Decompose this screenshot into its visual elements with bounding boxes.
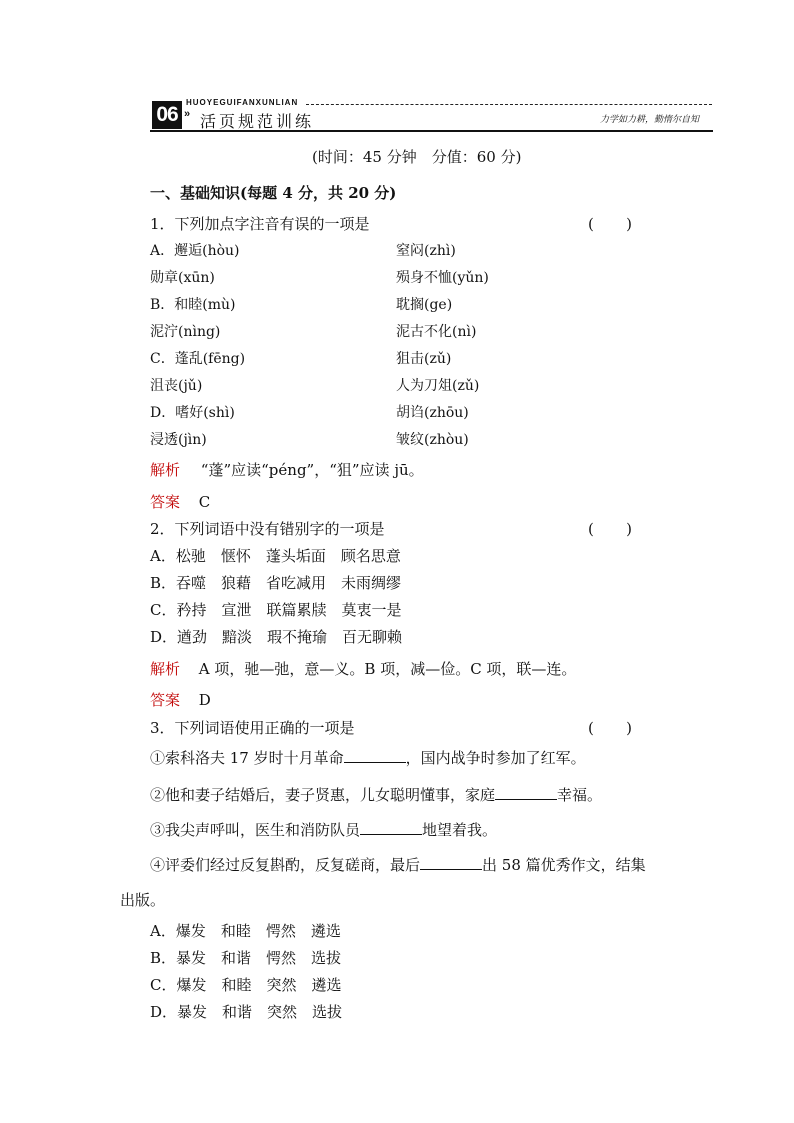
q2-option-b: B．吞噬 狼藉 省吃减用 未雨绸缪: [150, 574, 402, 592]
q2-option-a: A．松驰 惬怀 蓬头垢面 顾名思意: [150, 547, 401, 565]
q3-s4-after: 出 58 篇优秀作文，结集: [482, 856, 646, 874]
q1-option-b-left: B．和睦(mù): [150, 297, 236, 313]
q1-option-d-right: 胡诌(zhōu): [396, 405, 469, 421]
q3-option-d: D．暴发 和谐 突然 选拔: [150, 1003, 343, 1021]
answer-label: 答案: [150, 493, 181, 511]
section-title: 一、基础知识(每题 4 分，共 20 分): [150, 184, 397, 202]
q2-answer-parens: [588, 519, 632, 539]
q3-option-a: A．爆发 和睦 愕然 遴选: [150, 922, 341, 940]
q1-answer: [150, 492, 210, 512]
q3-s1-before: ①索科洛夫 17 岁时十月革命: [150, 749, 344, 767]
q2-answer-value: D: [198, 691, 211, 709]
q3-sentence-1: [150, 748, 586, 768]
q1-stem: 1．下列加点字注音有误的一项是: [150, 215, 370, 233]
fill-blank: [495, 785, 557, 800]
paren-close: ): [626, 215, 632, 233]
q2-stem: 2．下列词语中没有错别字的一项是: [150, 520, 385, 538]
q3-s3-before: ③我尖声呼叫，医生和消防队员: [150, 821, 361, 839]
q1-option-a-right: 窒闷(zhì): [396, 243, 456, 259]
header-motto: 力学如力耕，勤惰尔自知: [600, 115, 700, 125]
q1-option-a2-right: 殒身不恤(yǔn): [396, 270, 489, 286]
paren-open: (: [588, 520, 594, 538]
q3-s3-after: 地望着我。: [422, 821, 498, 839]
paren-close: ): [626, 520, 632, 538]
q3-s2-after: 幸福。: [557, 786, 603, 804]
q1-option-d-left: D．嗜好(shì): [150, 405, 235, 421]
fill-blank: [420, 855, 482, 870]
q2-analysis: [150, 659, 576, 679]
q1-answer-value: C: [198, 493, 211, 511]
paren-close: ): [626, 719, 632, 737]
q1-option-c-left: C．蓬乱(fēng): [150, 351, 246, 367]
q2-option-c: C．矜持 宣泄 联篇累牍 莫衷一是: [150, 601, 402, 619]
fill-blank: [360, 820, 422, 835]
double-chevron-icon: »: [184, 108, 191, 120]
q1-option-a2-left: 勋章(xūn): [150, 270, 215, 286]
fill-blank: [344, 748, 406, 763]
q1-analysis: [150, 460, 424, 480]
q3-sentence-3: [150, 820, 497, 840]
header-dashed-rule: [306, 104, 712, 105]
q1-option-b2-right: 泥古不化(nì): [396, 324, 477, 340]
header-title: 活页规范训练: [200, 112, 315, 131]
q1-option-c2-left: 沮丧(jǔ): [150, 378, 203, 394]
q1-analysis-text: “蓬”应读“péng”，“狙”应读 jū。: [200, 461, 424, 479]
analysis-label: 解析: [150, 461, 181, 479]
paren-open: (: [588, 719, 594, 737]
chapter-number-badge: 06: [152, 101, 182, 129]
header-rule: [150, 130, 713, 132]
q3-sentence-2: [150, 785, 602, 805]
q2-analysis-text: A 项，驰—弛，意—义。B 项，减—俭。C 项，联—连。: [198, 660, 577, 678]
q3-answer-parens: [588, 718, 632, 738]
q2-answer: [150, 690, 211, 710]
time-score-info: (时间：45 分钟 分值：60 分): [312, 148, 522, 166]
q1-answer-parens: [588, 214, 632, 234]
q3-s4-before: ④评委们经过反复斟酌，反复磋商，最后: [150, 856, 421, 874]
header-pinyin: HUOYEGUIFANXUNLIAN: [186, 98, 299, 107]
q3-sentence-4-cont: 出版。: [120, 891, 166, 909]
q2-option-d: D．遒劲 黯淡 瑕不掩瑜 百无聊赖: [150, 628, 403, 646]
q1-option-d2-right: 皱纹(zhòu): [396, 432, 469, 448]
q3-s1-after: ，国内战争时参加了红军。: [405, 749, 586, 767]
analysis-label: 解析: [150, 660, 181, 678]
q1-option-d2-left: 浸透(jìn): [150, 432, 207, 448]
q1-option-a-left: A．邂逅(hòu): [150, 243, 240, 259]
q1-option-b2-left: 泥泞(nìng): [150, 324, 221, 340]
q3-option-b: B．暴发 和谐 愕然 选拔: [150, 949, 342, 967]
q3-option-c: C．爆发 和睦 突然 遴选: [150, 976, 342, 994]
answer-label: 答案: [150, 691, 181, 709]
paren-open: (: [588, 215, 594, 233]
q3-stem: 3．下列词语使用正确的一项是: [150, 719, 355, 737]
q3-sentence-4: [150, 855, 646, 875]
q1-option-c2-right: 人为刀俎(zǔ): [396, 378, 480, 394]
q3-s2-before: ②他和妻子结婚后，妻子贤惠，儿女聪明懂事，家庭: [150, 786, 496, 804]
q1-option-b-right: 耽搁(ge): [396, 297, 453, 313]
q1-option-c-right: 狙击(zǔ): [396, 351, 452, 367]
